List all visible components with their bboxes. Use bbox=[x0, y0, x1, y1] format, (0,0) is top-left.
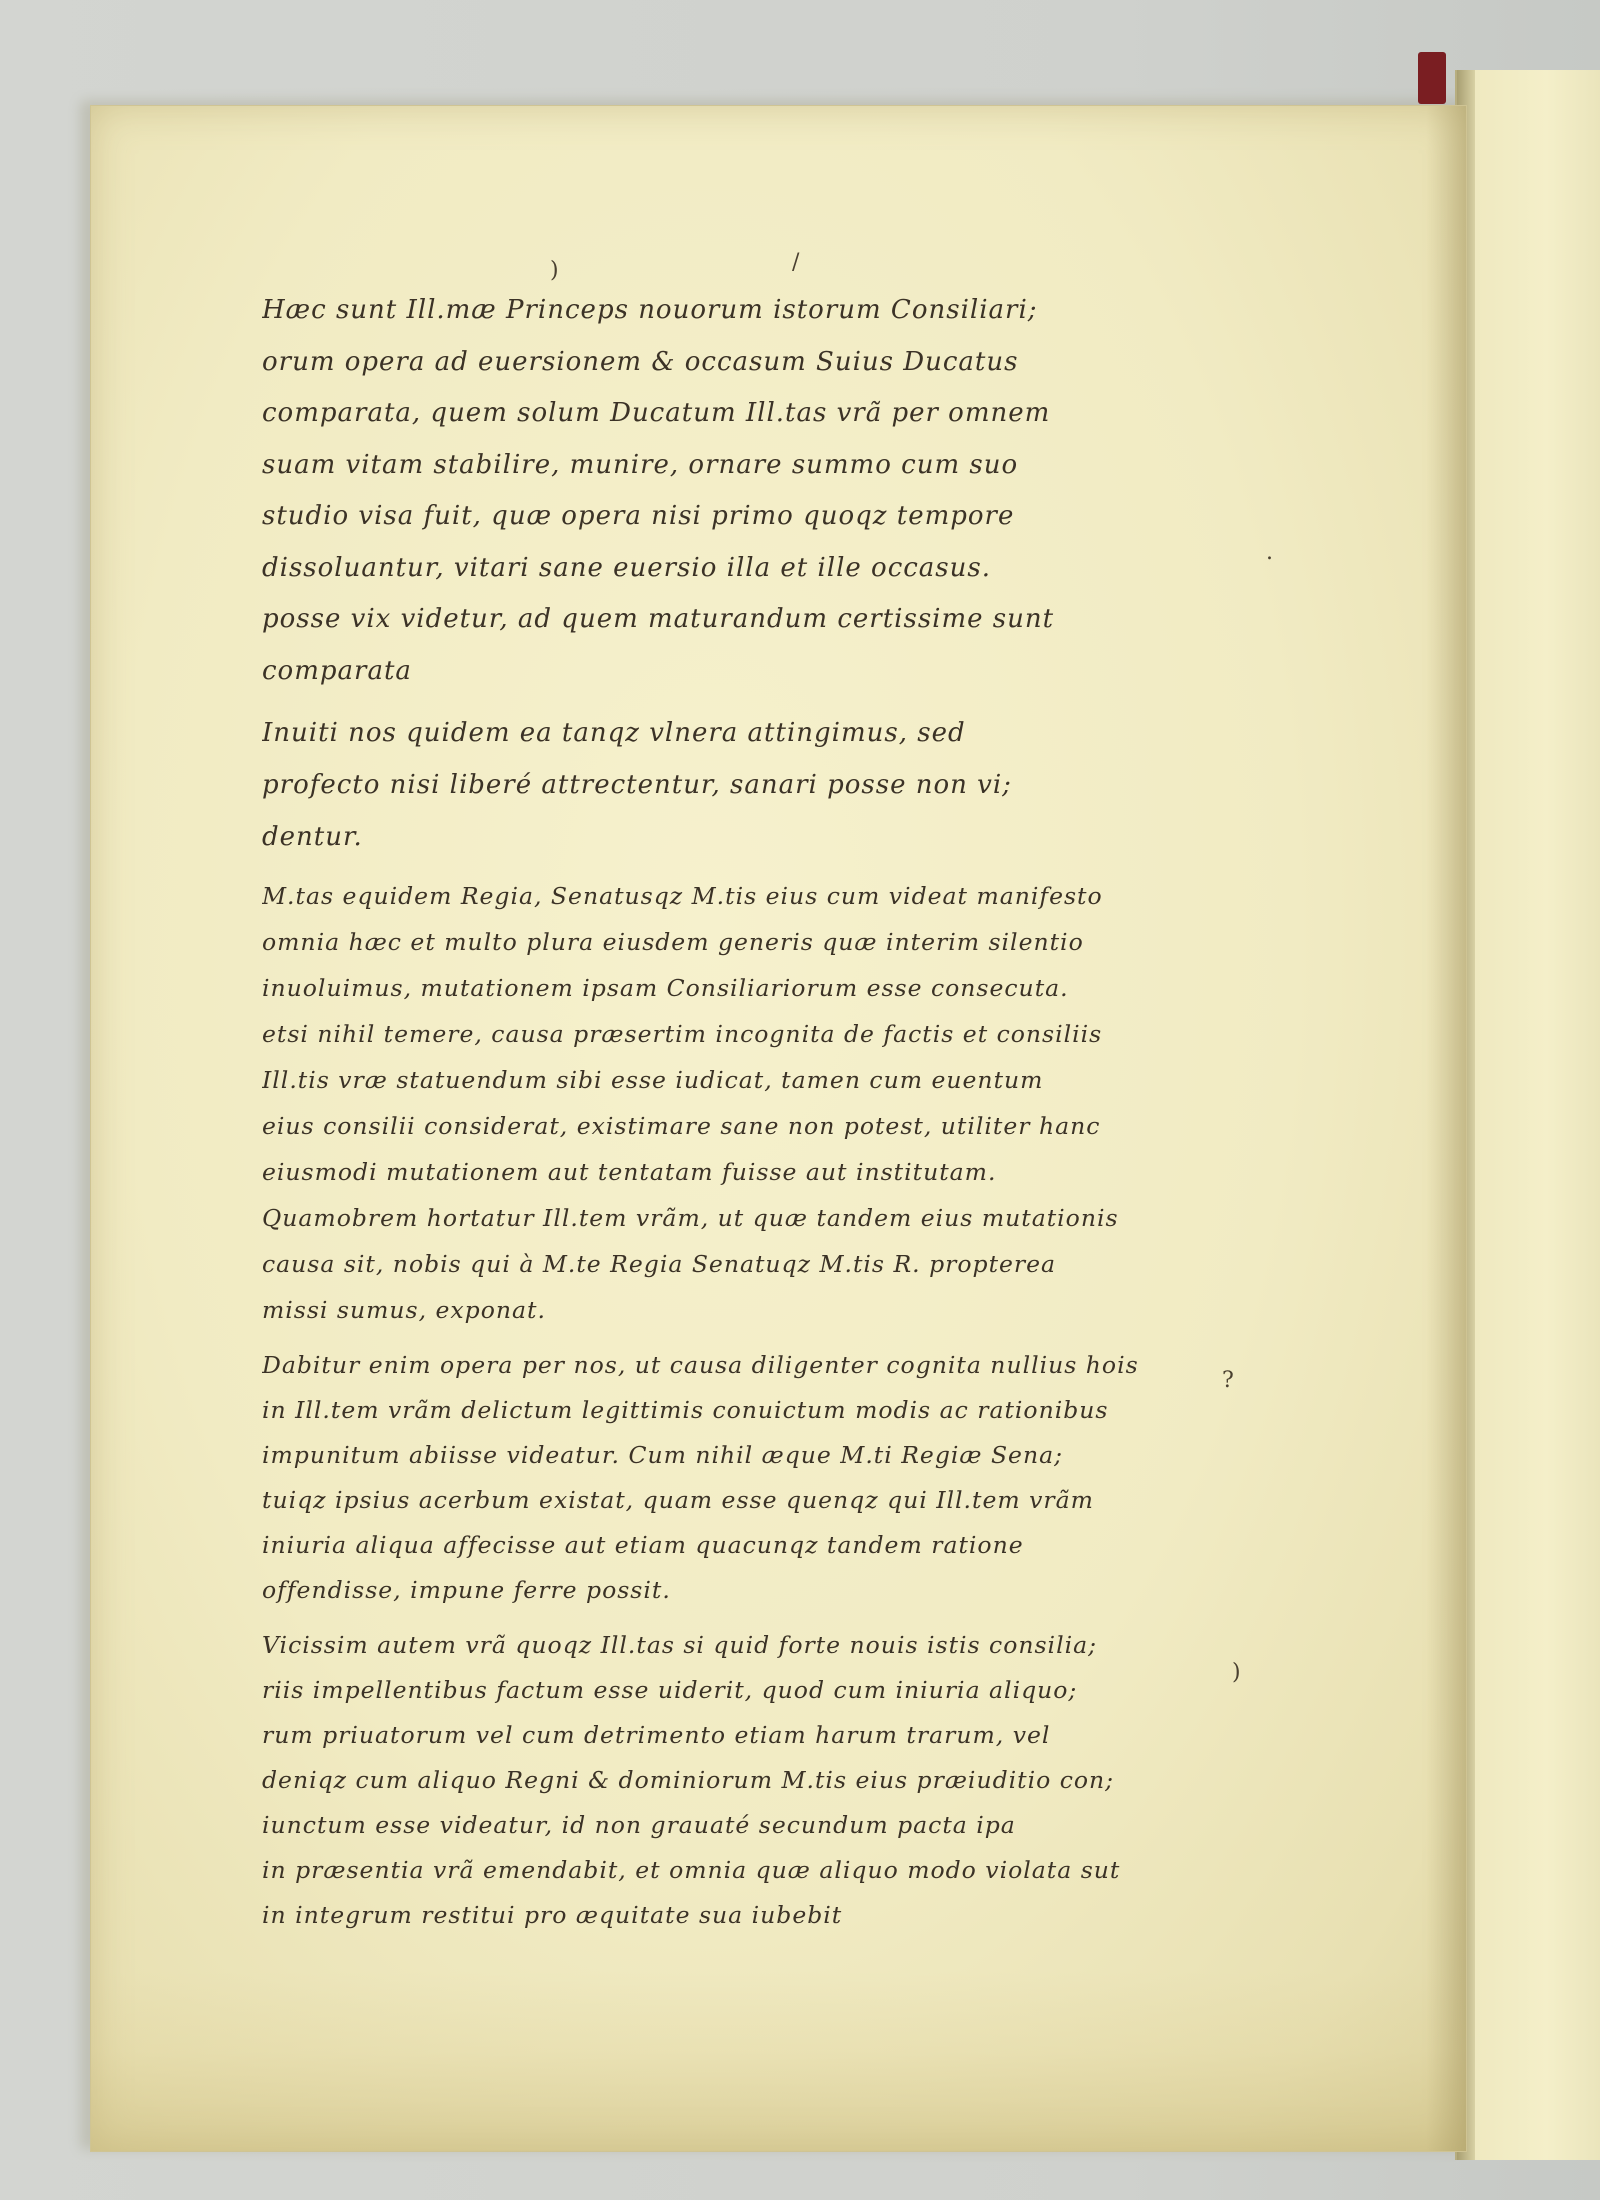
ink-tick-mark: ) bbox=[550, 258, 559, 283]
text-line: M.tas equidem Regia, Senatusqz M.tis eius cum videat manifesto bbox=[262, 882, 1103, 910]
text-line: iniuria aliqua affecisse aut etiam quacunqz tandem ratione bbox=[262, 1531, 1024, 1559]
text-line: posse vix videtur, ad quem maturandum certissime sunt bbox=[262, 604, 1055, 634]
paragraph-3 bbox=[262, 873, 1262, 1333]
text-line: in integrum restitui pro æquitate sua iubebit bbox=[262, 1901, 843, 1929]
text-line: suam vitam stabilire, munire, ornare summo cum suo bbox=[262, 449, 1019, 480]
text-line: Hæc sunt Ill.mæ Princeps nouorum istorum Consiliari; bbox=[262, 295, 1038, 325]
text-line: missi sumus, exponat. bbox=[262, 1296, 546, 1324]
text-line: studio visa fuit, quæ opera nisi primo quoqz tempore bbox=[262, 501, 1015, 531]
next-page-edge bbox=[1455, 70, 1600, 2160]
text-line: eius consilii considerat, existimare sane non potest, utiliter hanc bbox=[262, 1112, 1101, 1140]
text-line: eiusmodi mutationem aut tentatam fuisse aut institutam. bbox=[262, 1158, 997, 1186]
text-line: in Ill.tem vrãm delictum legittimis conuictum modis ac rationibus bbox=[262, 1396, 1109, 1424]
text-line: in præsentia vrã emendabit, et omnia quæ aliquo modo violata sut bbox=[262, 1856, 1121, 1884]
text-line: omnia hæc et multo plura eiusdem generis quæ interim silentio bbox=[262, 928, 1084, 956]
water-stain bbox=[91, 1971, 1466, 2151]
ink-tick-mark: / bbox=[792, 250, 800, 275]
text-line: rum priuatorum vel cum detrimento etiam harum trarum, vel bbox=[262, 1721, 1051, 1749]
red-ribbon-tab bbox=[1418, 52, 1446, 104]
ink-tick-mark: ? bbox=[1222, 1368, 1234, 1393]
text-line: Vicissim autem vrã quoqz Ill.tas si quid forte nouis istis consilia; bbox=[262, 1631, 1098, 1659]
text-line: iunctum esse videatur, id non grauaté secundum pacta ipa bbox=[262, 1811, 1016, 1839]
text-line: impunitum abiisse videatur. Cum nihil æque M.ti Regiæ Sena; bbox=[262, 1441, 1064, 1469]
text-line: Dabitur enim opera per nos, ut causa diligenter cognita nullius hois bbox=[262, 1351, 1139, 1379]
text-line: comparata, quem solum Ducatum Ill.tas vrã per omnem bbox=[262, 398, 1051, 428]
text-line: orum opera ad euersionem & occasum Suius Ducatus bbox=[262, 346, 1019, 377]
manuscript-text bbox=[262, 285, 1262, 1948]
text-line: deniqz cum aliquo Regni & dominiorum M.tis eius præiuditio con; bbox=[262, 1766, 1115, 1794]
text-line: tuiqz ipsius acerbum existat, quam esse quenqz qui Ill.tem vrãm bbox=[262, 1486, 1094, 1514]
text-line: causa sit, nobis qui à M.te Regia Senatuqz M.tis R. propterea bbox=[262, 1250, 1057, 1278]
text-line: etsi nihil temere, causa præsertim incognita de factis et consiliis bbox=[262, 1020, 1103, 1048]
text-line: Inuiti nos quidem ea tanqz vlnera attingimus, sed bbox=[262, 718, 966, 748]
text-line: profecto nisi liberé attrectentur, sanari posse non vi; bbox=[262, 770, 1012, 800]
paragraph-4 bbox=[262, 1343, 1262, 1613]
text-line: Ill.tis vræ statuendum sibi esse iudicat, tamen cum euentum bbox=[262, 1066, 1044, 1094]
text-line: dissoluantur, vitari sane euersio illa et ille occasus. bbox=[262, 552, 992, 583]
ink-tick-mark: ) bbox=[1232, 1660, 1241, 1685]
page-gutter-shadow bbox=[1426, 106, 1466, 2151]
text-line: comparata bbox=[262, 655, 412, 686]
text-line: dentur. bbox=[262, 822, 363, 852]
ink-dot-mark: . bbox=[1266, 540, 1273, 565]
paragraph-2 bbox=[262, 707, 1262, 863]
paragraph-1 bbox=[262, 285, 1262, 697]
text-line: offendisse, impune ferre possit. bbox=[262, 1576, 671, 1604]
text-line: inuoluimus, mutationem ipsam Consiliariorum esse consecuta. bbox=[262, 974, 1069, 1002]
text-line: Quamobrem hortatur Ill.tem vrãm, ut quæ tandem eius mutationis bbox=[262, 1204, 1119, 1232]
paragraph-5 bbox=[262, 1623, 1262, 1938]
text-line: riis impellentibus factum esse uiderit, quod cum iniuria aliquo; bbox=[262, 1676, 1078, 1704]
